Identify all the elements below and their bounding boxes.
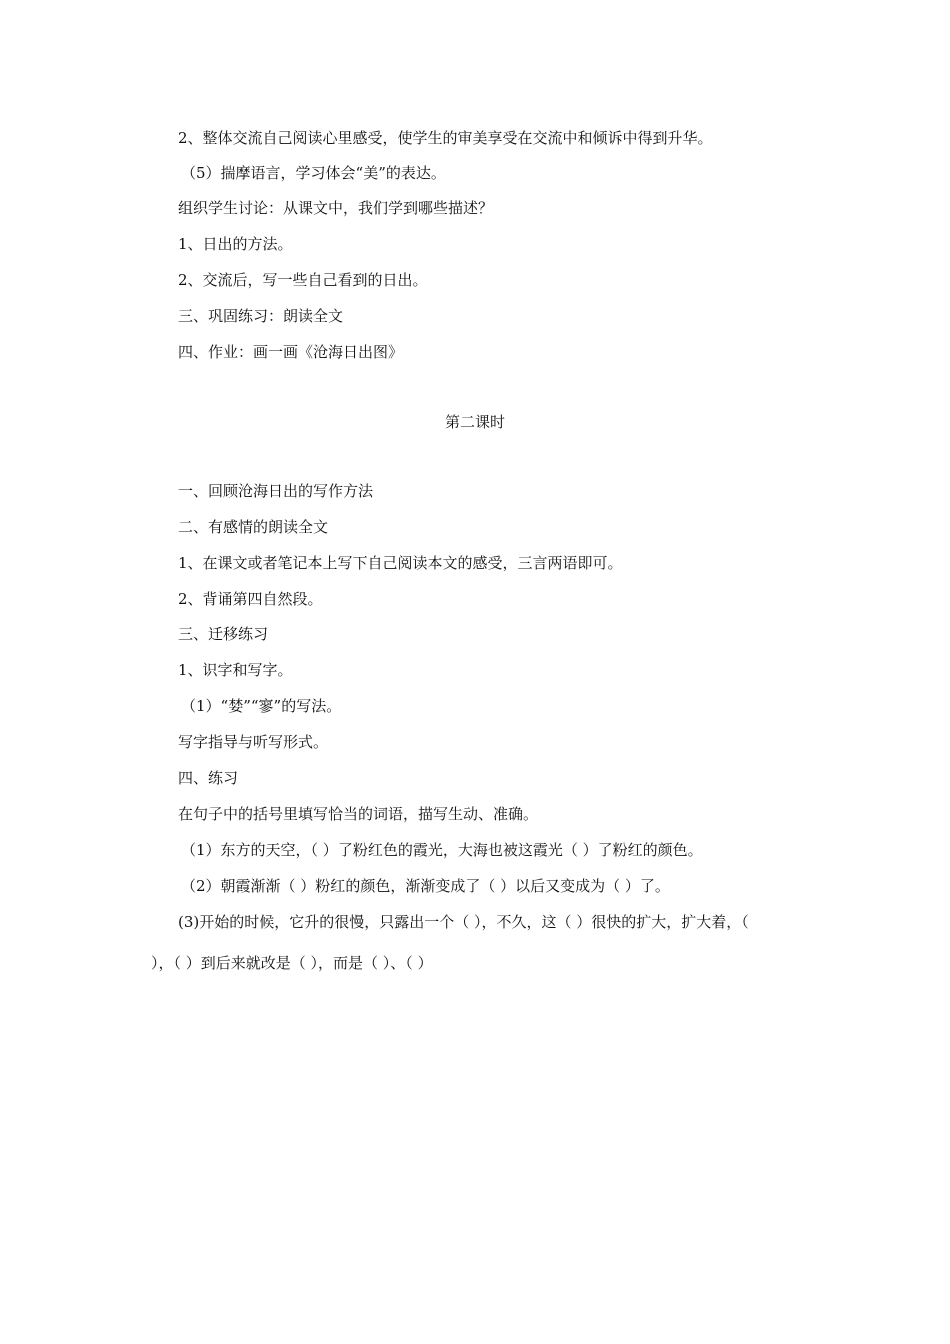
paragraph-line: 2、整体交流自己阅读心里感受，使学生的审美享受在交流中和倾诉中得到升华。	[178, 129, 713, 147]
paragraph-line: （1）“婪”“寥”的写法。	[181, 697, 342, 715]
paragraph-line: 二、有感情的朗读全文	[178, 518, 329, 536]
paragraph-line: 1、在课文或者笔记本上写下自己阅读本文的感受，三言两语即可。	[178, 554, 623, 572]
paragraph-line: 在句子中的括号里填写恰当的词语，描写生动、准确。	[178, 805, 539, 823]
exercise-line: ），（ ）到后来就改是（ ），而是（ ）、（ ）	[151, 954, 433, 972]
paragraph-line: 1、识字和写字。	[178, 661, 293, 679]
paragraph-line: 组织学生讨论：从课文中，我们学到哪些描述？	[178, 199, 494, 217]
paragraph-line: 写字指导与听写形式。	[178, 733, 329, 751]
lesson-title: 第二课时	[444, 413, 505, 431]
exercise-line: （1）东方的天空，（ ）了粉红色的霞光，大海也被这霞光（ ）了粉红的颜色。	[181, 841, 703, 859]
paragraph-line: 四、作业：画一画《沧海日出图》	[178, 343, 404, 361]
exercise-line: （2）朝霞渐渐（ ）粉红的颜色，渐渐变成了（ ）以后又变成为（ ）了。	[181, 877, 670, 895]
paragraph-line: 2、背诵第四自然段。	[178, 590, 323, 608]
paragraph-line: 四、练习	[178, 769, 239, 787]
paragraph-line: 1、日出的方法。	[178, 235, 293, 253]
paragraph-line: 一、回顾沧海日出的写作方法	[178, 482, 374, 500]
paragraph-line: （5）揣摩语言，学习体会“美”的表达。	[181, 164, 446, 182]
paragraph-line: 三、迁移练习	[178, 625, 269, 643]
paragraph-line: 2、交流后，写一些自己看到的日出。	[178, 271, 428, 289]
paragraph-line: 三、巩固练习：朗读全文	[178, 307, 344, 325]
exercise-line: (3)开始的时候，它升的很慢，只露出一个（ ），不久，这（ ）很快的扩大，扩大着，（	[178, 913, 749, 931]
